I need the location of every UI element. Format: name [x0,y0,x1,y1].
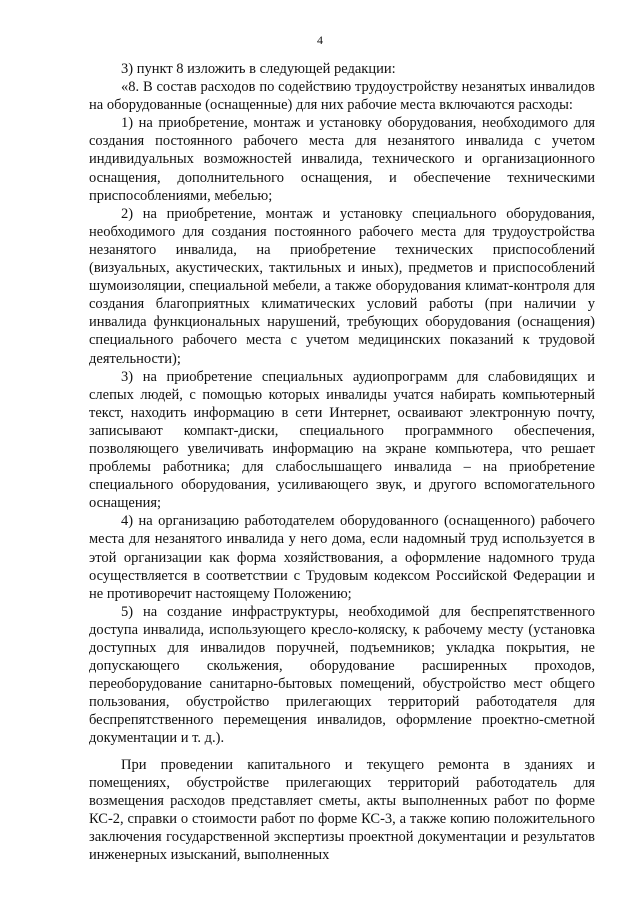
paragraph-subitem-1: 1) на приобретение, монтаж и установку оборудования, необходимого для создания постоянного рабочего места для незанятого инвалида с учетом индивидуальных возможностей инвалида, технического и организационного оснащения, дополнительного оснащения, и обеспечение техническими приспособлениями, мебелью; [89,115,595,204]
paragraph-subitem-3: 3) на приобретение специальных аудиопрограмм для слабовидящих и слепых людей, с помощью которых инвалиды учатся набирать компьютерный текст, находить информацию в сети Интернет, осваивают электронную почту, записывают компакт-диски, специального программного обеспечения, позволяющего увеличивать информацию на экране компьютера, что решает проблемы работника; для слабослышащего инвалида – на приобретение специального оборудования, усиливающего звук, и другого вспомогательного оснащения; [89,368,595,512]
paragraph-subitem-4: 4) на организацию работодателем оборудованного (оснащенного) рабочего места для незанятого инвалида у него дома, если надомный труд используется в этой организации как форма хозяйствования, а оформление надомного труда осуществляется в соответствии с Трудовым кодексом Российской Федерации и не противоречит настоящему Положению; [89,513,595,602]
document-body [89,60,595,864]
paragraph-repair-conditions: При проведении капитального и текущего ремонта в зданиях и помещениях, обустройстве прилегающих территорий работодатель для возмещения расходов представляет сметы, акты выполненных работ по форме КС-2, справки о стоимости работ по форме КС-3, а также копию положительного заключения государственной экспертизы проектной документации и результатов инженерных изысканий, выполненных [89,756,595,864]
paragraph-subitem-2: 2) на приобретение, монтаж и установку специального оборудования, необходимого для создания постоянного рабочего места для трудоустройства незанятого инвалида, на приобретение технических приспособлений (визуальных, акустических, тактильных и иных), предметов и приспособлений шумоизоляции, специальной мебели, а также оборудования климат-контроля для создания благоприятных климатических условий работы (при наличии у инвалида функциональных нарушений, требующих оборудования (оснащения) специального рабочего места с учетом медицинских показаний к трудовой деятельности); [89,205,595,367]
paragraph-item-3-intro: 3) пункт 8 изложить в следующей редакции: [121,61,396,77]
paragraph-clause-8-intro: «8. В состав расходов по содействию трудоустройству незанятых инвалидов на оборудованные (оснащенные) для них рабочие места включаются расходы: [89,79,595,114]
page-number: 4 [317,33,323,47]
paragraph-subitem-5: 5) на создание инфраструктуры, необходимой для беспрепятственного доступа инвалида, использующего кресло-коляску, к рабочему месту (установка доступных для инвалидов поручней, подъемников; укладка покрытия, не допускающего скольжения, оборудование расширенных проходов, переоборудование санитарно-бытовых помещений, обустройство мест общего пользования, обустройство прилегающих территорий работодателя для беспрепятственного перемещения инвалидов, оформление проектно-сметной документации и т. д.). [89,603,595,747]
